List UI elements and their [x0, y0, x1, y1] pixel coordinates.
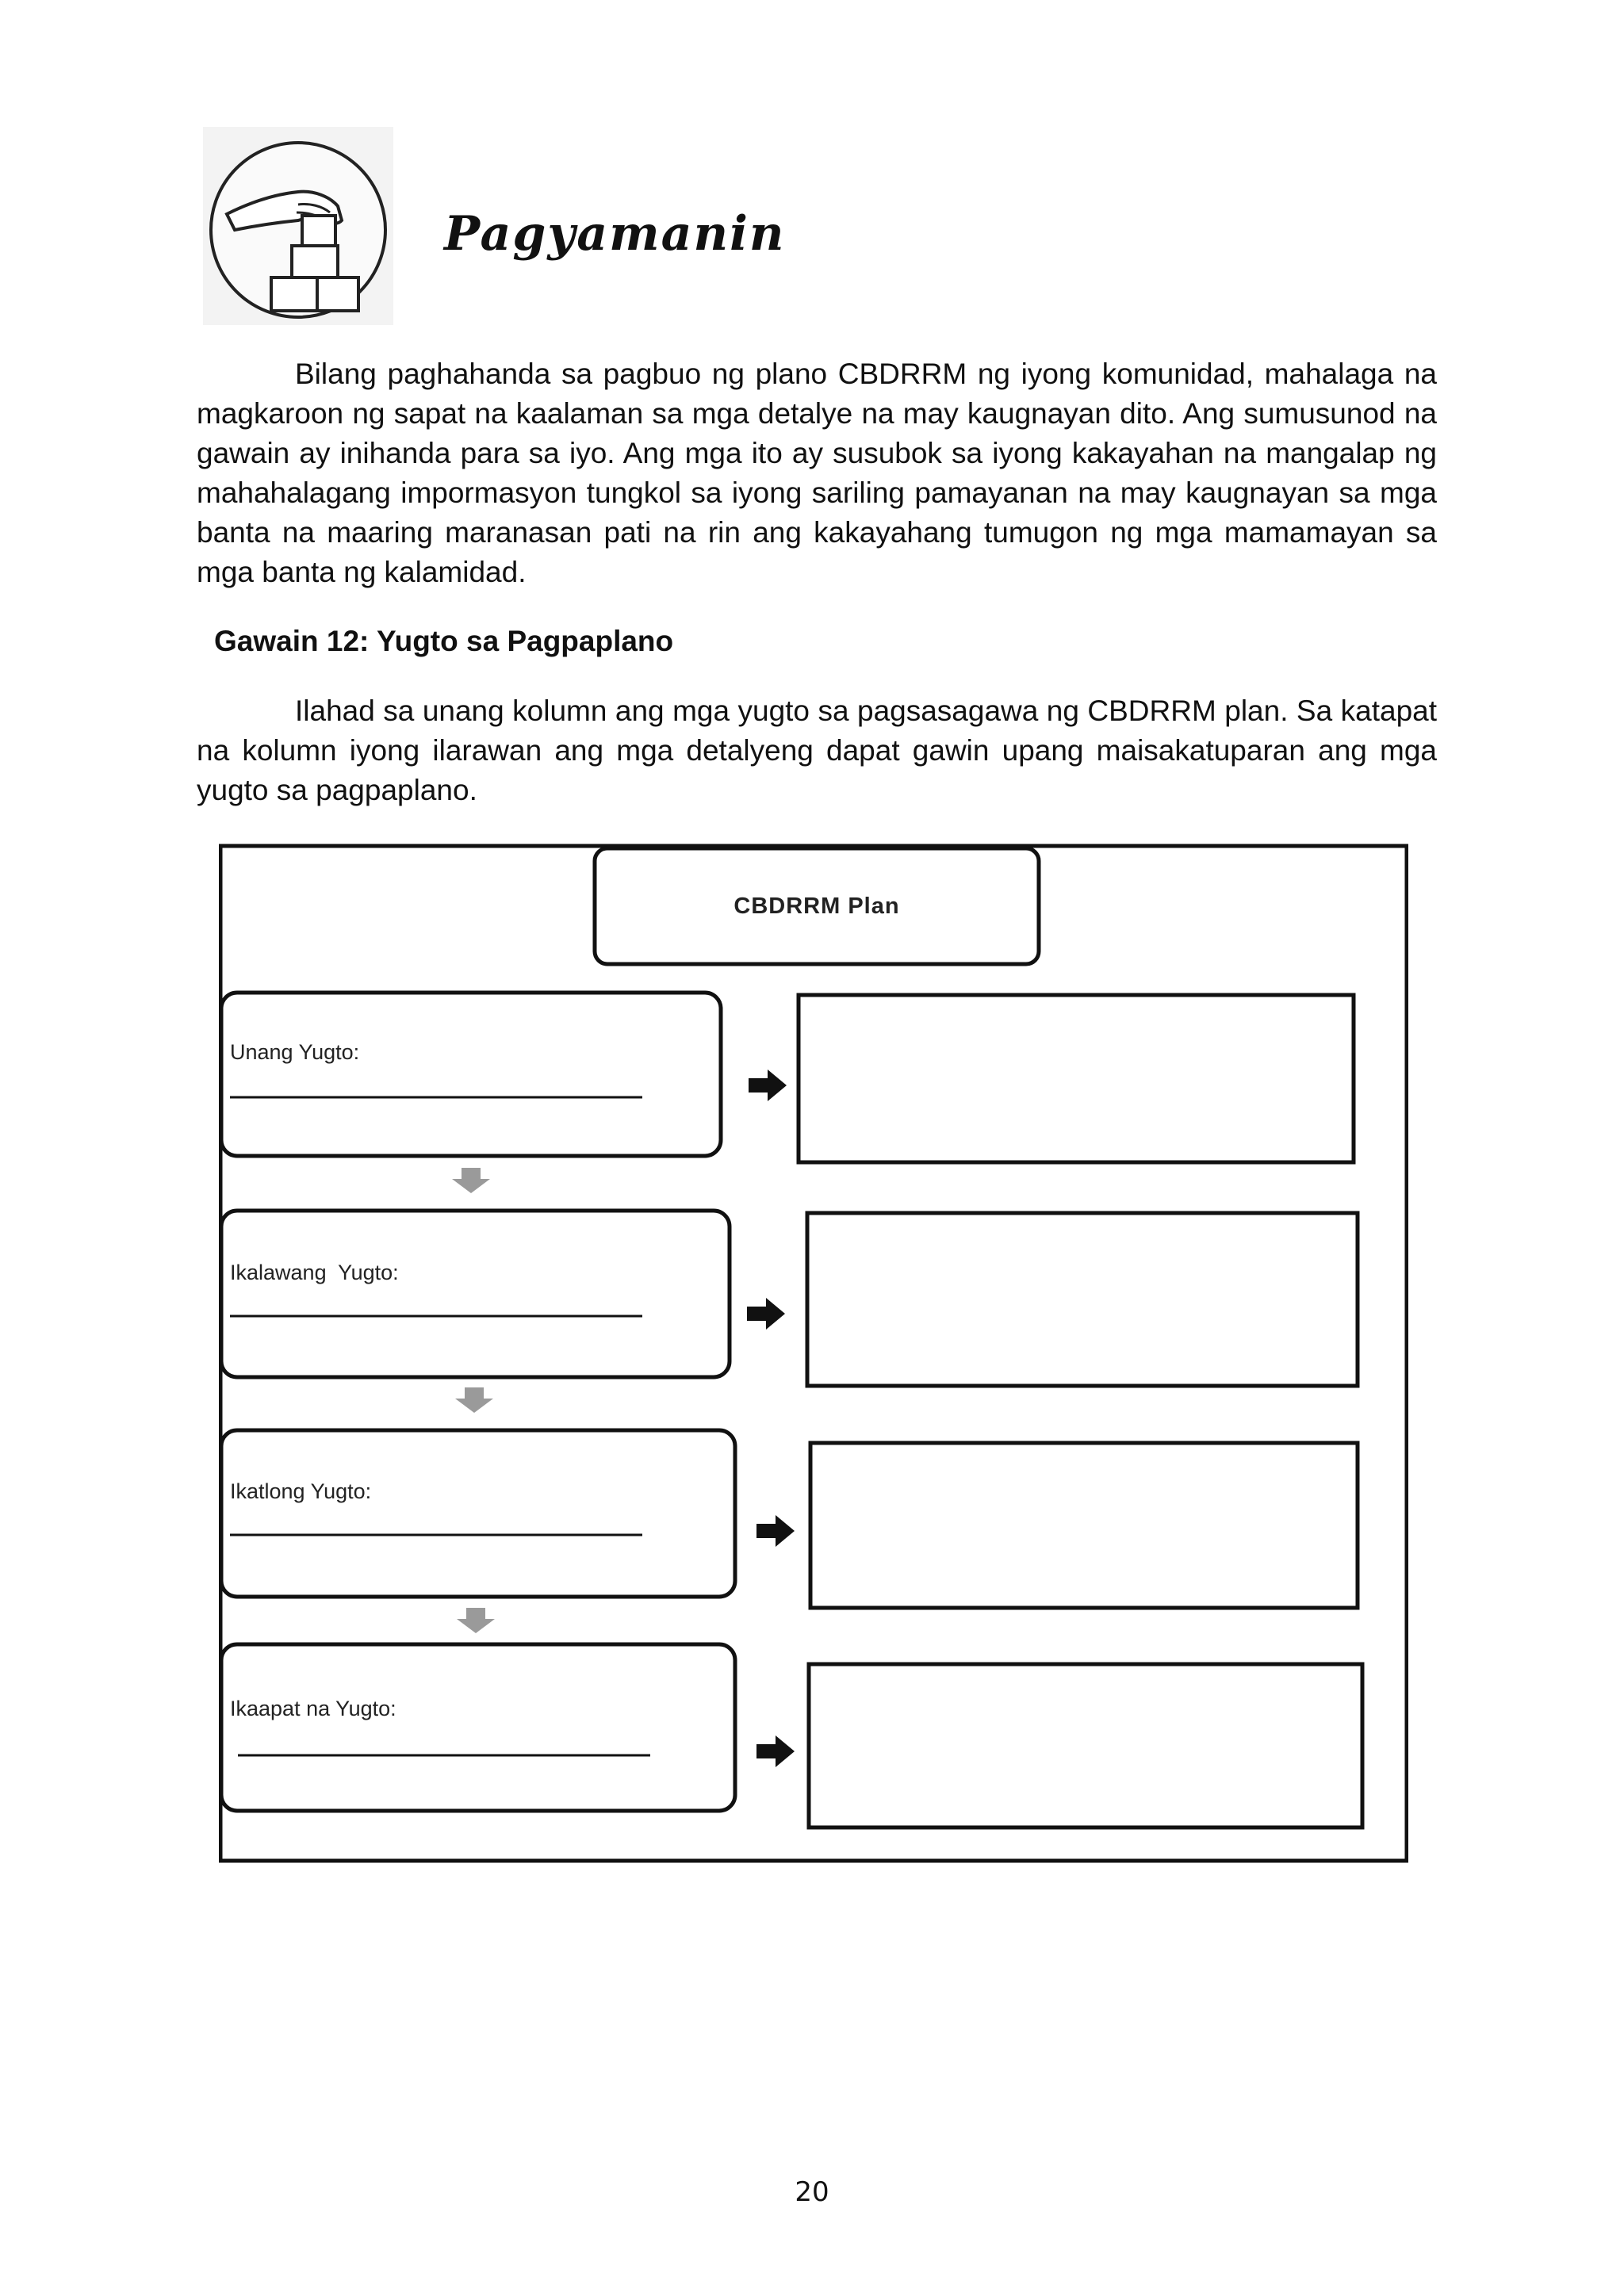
stage-box-2 [221, 1211, 730, 1377]
activity-heading: Gawain 12: Yugto sa Pagpaplano [214, 625, 674, 657]
stage-detail-box-4[interactable] [809, 1664, 1362, 1827]
stage-box-1 [221, 993, 721, 1156]
instruction-first-word: Ilahad [295, 695, 375, 727]
stage-detail-box-3[interactable] [810, 1443, 1358, 1608]
stage-detail-box-2[interactable] [807, 1213, 1358, 1386]
stage-detail-box-1[interactable] [799, 995, 1354, 1162]
page-number: 20 [795, 2176, 829, 2208]
intro-first-word: Bilang [295, 358, 377, 390]
stage-label-2: Ikalawang Yugto: [230, 1261, 399, 1284]
activity-instruction [197, 691, 1437, 810]
intro-text: paghahanda sa pagbuo ng plano CBDRRM ng iyong komunidad, mahalaga na magkaroon ng sapat na kaalaman sa mga detalye na may kaugnayan dito. Ang sumusunod na gawain ay inihanda para sa iyo. Ang mga ito ay susubok sa iyong kakayahan na mangalap ng mahahalagang impormasyon tungkol sa iyong sariling pamayanan na may kaugnayan sa mga banta na maaring maranasan pati na rin ang kakayahang tumugon ng mga mamamayan sa mga banta ng kalamidad. [197, 358, 1437, 588]
intro-paragraph [197, 354, 1437, 592]
plan-title: CBDRRM Plan [733, 894, 900, 919]
stage-label-3: Ikatlong Yugto: [230, 1479, 372, 1503]
hand-stacking-blocks-icon [203, 127, 393, 325]
section-icon [203, 127, 393, 325]
instruction-text: sa unang kolumn ang mga yugto sa pagsasagawa ng CBDRRM plan. Sa katapat na kolumn iyong ilarawan ang mga detalyeng dapat gawin upang maisakatuparan ang mga yugto sa pagpaplano. [197, 695, 1438, 806]
stage-box-3 [221, 1430, 735, 1597]
cbdrrm-plan-diagram [219, 844, 1408, 1863]
section-title: Pagyamanin [444, 206, 786, 262]
stage-box-4 [221, 1644, 735, 1811]
stage-label-4: Ikaapat na Yugto: [230, 1697, 396, 1720]
stage-label-1: Unang Yugto: [230, 1040, 360, 1064]
